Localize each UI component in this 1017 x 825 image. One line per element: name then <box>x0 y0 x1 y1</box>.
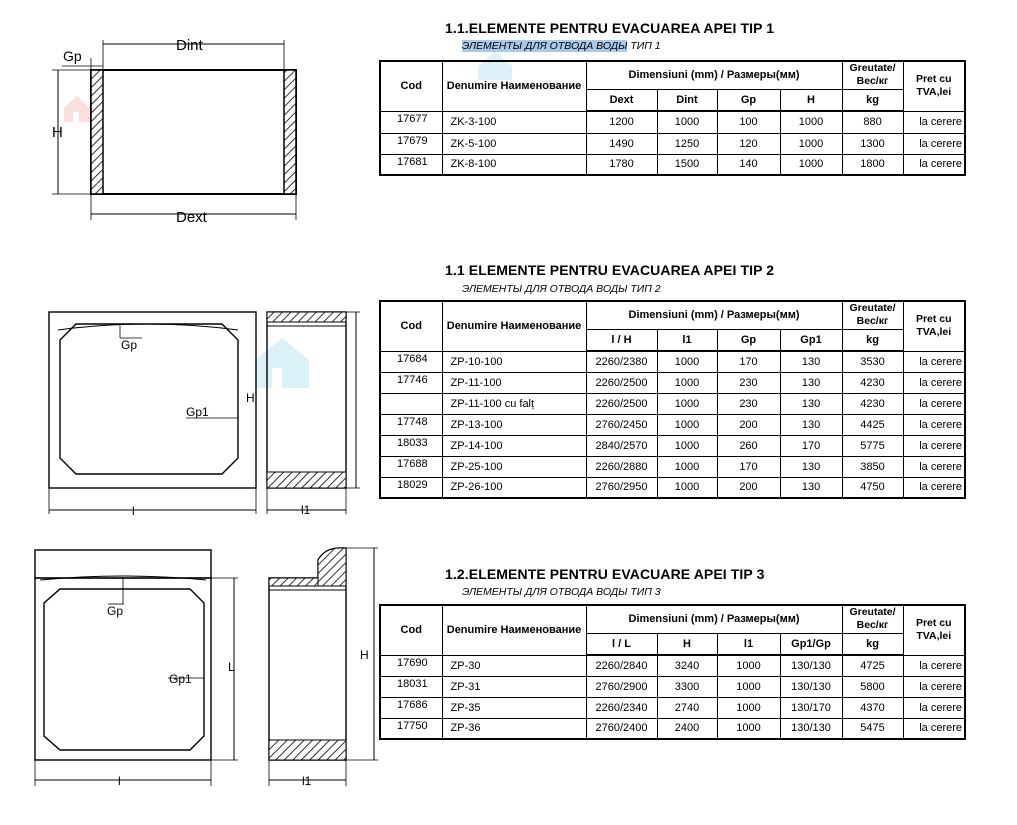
table-row: ZP-11-100 cu falț 2260/2500 1000 230 130 4230 la cerere <box>380 393 965 414</box>
table-row: 17681 ZK-8-100 1780 1500 140 1000 1800 la cerere <box>380 154 965 175</box>
col-header: l1 <box>657 329 717 351</box>
header-price: Pret cu TVA,lei <box>903 301 965 351</box>
table-row: 17690 ZP-30 2260/2840 3240 1000 130/130 4725 la cerere <box>380 655 965 676</box>
drawing-type2-front <box>49 312 256 514</box>
col-header: l1 <box>717 633 780 655</box>
col-header: Gp <box>717 89 780 111</box>
col-header: H <box>657 633 717 655</box>
table-row: 17750 ZP-36 2760/2400 2400 1000 130/130 5475 la cerere <box>380 718 965 739</box>
table-row: 18031 ZP-31 2760/2900 3300 1000 130/130 5800 la cerere <box>380 676 965 697</box>
drawing-type1-section <box>52 40 296 220</box>
section-title: 1.1 ELEMENTE PENTRU EVACUAREA APEI TIP 2 <box>445 262 775 278</box>
col-header: Gp1/Gp <box>780 633 842 655</box>
table-row: 17686 ZP-35 2260/2340 2740 1000 130/170 4370 la cerere <box>380 697 965 718</box>
table-row: 17679 ZK-5-100 1490 1250 120 1000 1300 la cerere <box>380 133 965 154</box>
section-subtitle: ЭЛЕМЕНТЫ ДЛЯ ОТВОДА ВОДЫ ТИП 3 <box>462 586 661 598</box>
dim-label-l1: l1 <box>302 774 312 788</box>
table-row: 17746 ZP-11-100 2260/2500 1000 230 130 4230 la cerere <box>380 372 965 393</box>
header-dimensions: Dimensiuni (mm) / Размеры(мм) <box>586 301 842 329</box>
drawing-type3-side <box>269 548 378 786</box>
header-denumire: Denumire Наименование <box>442 605 586 655</box>
header-weight-unit: kg <box>842 329 903 351</box>
drawing-type3-front <box>35 550 238 786</box>
table-row: 18029 ZP-26-100 2760/2950 1000 200 130 4750 la cerere <box>380 477 965 498</box>
watermark-house-icon <box>64 96 90 122</box>
dim-label-l1: l1 <box>301 503 311 517</box>
header-price: Pret cu TVA,lei <box>903 605 965 655</box>
header-cod: Cod <box>380 605 442 655</box>
product-table-type2 <box>379 300 966 499</box>
dim-label-l: l <box>132 504 135 518</box>
header-dimensions: Dimensiuni (mm) / Размеры(мм) <box>586 61 842 89</box>
col-header: Gp <box>717 329 780 351</box>
dim-label-dint: Dint <box>176 37 203 54</box>
header-denumire: Denumire Наименование <box>442 301 586 351</box>
watermark-house-icon <box>255 338 309 388</box>
header-weight: Greutate/ Вес/кг <box>842 61 903 89</box>
dim-label-h: H <box>246 391 255 405</box>
table-row: 17684 ZP-10-100 2260/2380 1000 170 130 3530 la cerere <box>380 351 965 372</box>
col-header: H <box>780 89 842 111</box>
header-weight: Greutate/ Вес/кг <box>842 605 903 633</box>
dim-label-dext: Dext <box>176 209 207 226</box>
col-header: l / L <box>586 633 657 655</box>
col-header: Dext <box>586 89 657 111</box>
header-weight-unit: kg <box>842 633 903 655</box>
table-row: 17677 ZK-3-100 1200 1000 100 1000 880 la cerere <box>380 111 965 133</box>
product-table-type1 <box>379 60 966 176</box>
dim-label-gp1: Gp1 <box>186 405 209 419</box>
subtitle-rest: ТИП 1 <box>627 40 661 52</box>
header-cod: Cod <box>380 61 442 111</box>
table-row: 17688 ZP-25-100 2260/2880 1000 170 130 3850 la cerere <box>380 456 965 477</box>
product-table-type3 <box>379 604 966 740</box>
header-price: Pret cu TVA,lei <box>903 61 965 111</box>
dim-label-big-l: L <box>228 660 235 674</box>
dim-label-l: l <box>118 774 121 788</box>
dim-label-gp1: Gp1 <box>169 672 192 686</box>
section-title: 1.2.ELEMENTE PENTRU EVACUARE APEI TIP 3 <box>445 566 765 582</box>
dim-label-h: H <box>360 648 369 662</box>
section-title: 1.1.ELEMENTE PENTRU EVACUAREA APEI TIP 1 <box>445 20 775 36</box>
col-header: l / H <box>586 329 657 351</box>
header-weight-unit: kg <box>842 89 903 111</box>
header-dimensions: Dimensiuni (mm) / Размеры(мм) <box>586 605 842 633</box>
dim-label-gp: Gp <box>63 48 82 64</box>
header-denumire: Denumire Наименование <box>442 61 586 111</box>
dim-label-h: H <box>52 124 63 141</box>
subtitle-highlight: ЭЛЕМЕНТЫ ДЛЯ ОТВОДА ВОДЫ <box>462 40 628 52</box>
dim-label-gp: Gp <box>121 338 138 352</box>
header-cod: Cod <box>380 301 442 351</box>
col-header: Dint <box>657 89 717 111</box>
table-row: 18033 ZP-14-100 2840/2570 1000 260 170 5775 la cerere <box>380 435 965 456</box>
header-weight: Greutate/ Вес/кг <box>842 301 903 329</box>
section-subtitle: ЭЛЕМЕНТЫ ДЛЯ ОТВОДА ВОДЫ ТИП 2 <box>462 283 661 295</box>
section-subtitle <box>462 40 661 52</box>
table-row: 17748 ZP-13-100 2760/2450 1000 200 130 4425 la cerere <box>380 414 965 435</box>
col-header: Gp1 <box>780 329 842 351</box>
dim-label-gp: Gp <box>107 604 124 618</box>
